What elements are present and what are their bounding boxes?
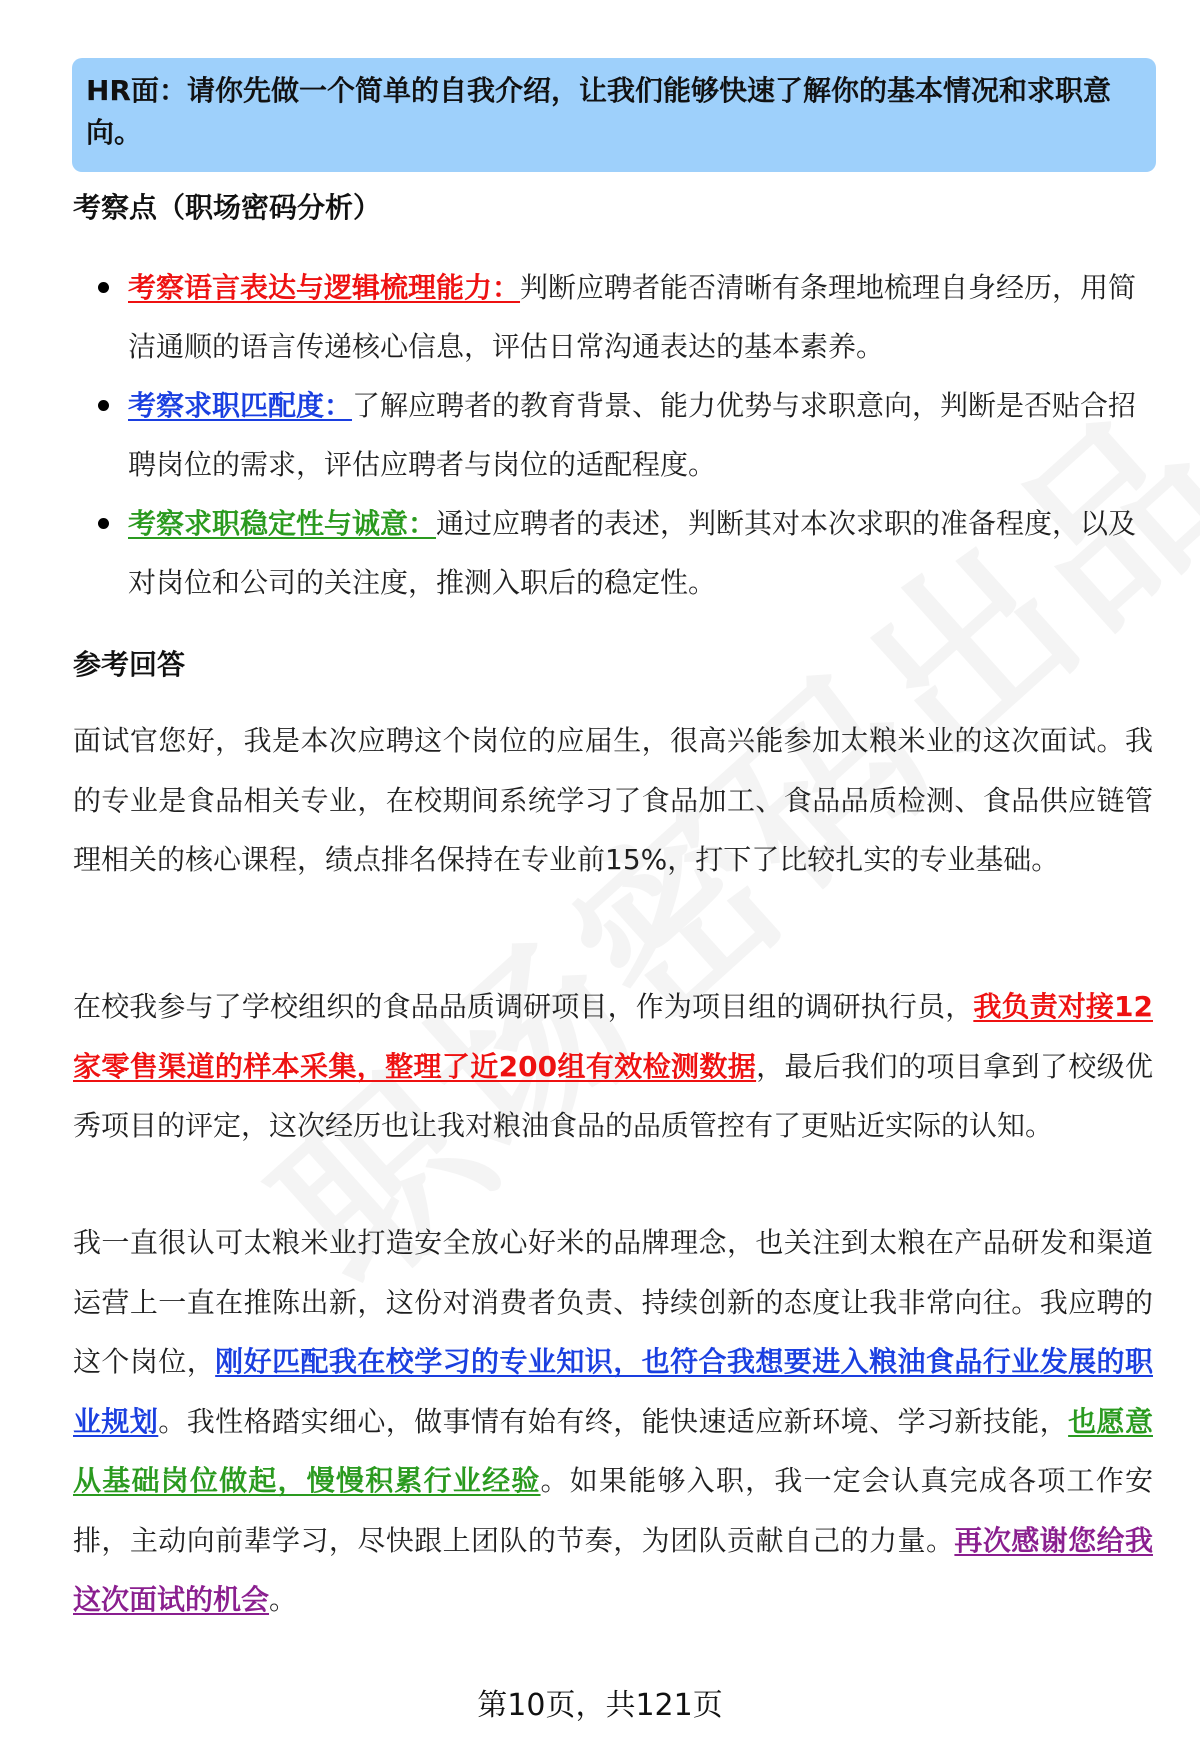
bullet-text: 通过应聘者的表述，判断其对本次求职的准备程度，以及对岗位和公司的关注度，推测入职后的稳定性。 — [128, 507, 1137, 599]
list-item — [73, 494, 1163, 612]
text-run: 。 — [269, 1583, 298, 1616]
bullet-keyword: 考察求职匹配度： — [128, 389, 353, 422]
highlight-red: 我负责对接12家零售渠道的样本采集，整理了近200组有效检测数据 — [73, 990, 1153, 1083]
section-title-analysis: 考察点（职场密码分析） — [73, 191, 382, 224]
bullet-keyword: 考察语言表达与逻辑梳理能力： — [128, 271, 521, 304]
highlight-blue: 刚好匹配我在校学习的专业知识，也符合我想要进入粮油食品行业发展的职业规划 — [73, 1345, 1153, 1438]
section-title-answer: 参考回答 — [73, 648, 186, 681]
answer-paragraph-3 — [73, 1213, 1153, 1630]
text-run: 。如果能够入职，我一定会认真完成各项工作安排，主动向前辈学习，尽快跟上团队的节奏，为团队贡献自己的力量。 — [73, 1464, 1153, 1557]
bullet-text: 了解应聘者的教育背景、能力优势与求职意向，判断是否贴合招聘岗位的需求，评估应聘者与岗位的适配程度。 — [128, 389, 1137, 481]
answer-paragraph-2 — [73, 977, 1153, 1156]
list-item — [73, 376, 1163, 494]
text-run: 。我性格踏实细心，做事情有始有终，能快速适应新环境、学习新技能， — [158, 1404, 1069, 1438]
highlight-purple: 再次感谢您给我这次面试的机会 — [73, 1523, 1153, 1616]
analysis-list — [73, 258, 1163, 612]
list-item — [73, 258, 1163, 376]
page-number: 第10页，共121页 — [477, 1688, 723, 1723]
highlight-green: 也愿意从基础岗位做起，慢慢积累行业经验 — [73, 1404, 1153, 1497]
answer-paragraph-1: 面试官您好，我是本次应聘这个岗位的应届生，很高兴能参加太粮米业的这次面试。我的专业是食品相关专业，在校期间系统学习了食品加工、食品品质检测、食品供应链管理相关的核心课程，绩点排名保持在专业前15%，打下了比较扎实的专业基础。 — [73, 724, 1153, 876]
question-box: HR面：请你先做一个简单的自我介绍，让我们能够快速了解你的基本情况和求职意向。 — [72, 58, 1156, 172]
text-run: 在校我参与了学校组织的食品品质调研项目，作为项目组的调研执行员， — [73, 990, 974, 1023]
text-run: ，最后我们的项目拿到了校级优秀项目的评定，这次经历也让我对粮油食品的品质管控有了更贴近实际的认知。 — [73, 1049, 1153, 1142]
text-run: 我一直很认可太粮米业打造安全放心好米的品牌理念，也关注到太粮在产品研发和渠道运营上一直在推陈出新，这份对消费者负责、持续创新的态度让我非常向往。我应聘的这个岗位， — [73, 1226, 1153, 1378]
bullet-text: 判断应聘者能否清晰有条理地梳理自身经历，用简洁通顺的语言传递核心信息，评估日常沟通表达的基本素养。 — [128, 271, 1137, 363]
bullet-keyword: 考察求职稳定性与诚意： — [128, 507, 437, 540]
